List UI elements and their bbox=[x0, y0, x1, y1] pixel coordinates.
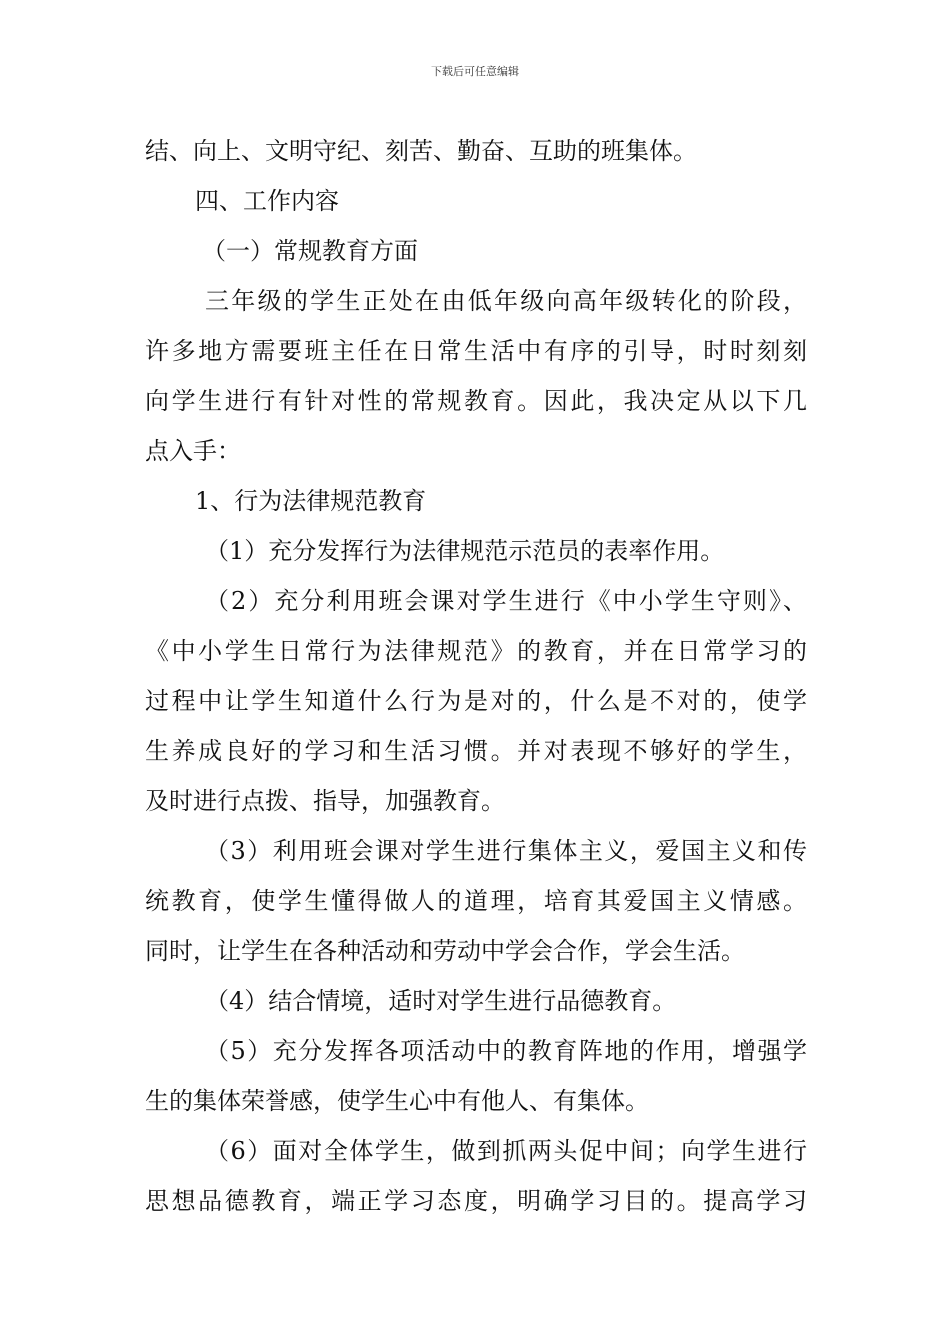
text-line: （6）面对全体学生，做到抓两头促中间；向学生进行 bbox=[205, 1137, 807, 1165]
text-line: （3）利用班会课对学生进行集体主义，爱国主义和传 bbox=[205, 837, 807, 865]
text-line: （4）结合情境，适时对学生进行品德教育。 bbox=[205, 987, 677, 1015]
text-line: 统教育，使学生懂得做人的道理，培育其爱国主义情感。 bbox=[145, 887, 807, 915]
text-line: 向学生进行有针对性的常规教育。因此，我决定从以下几 bbox=[145, 387, 807, 415]
text-line: 许多地方需要班主任在日常生活中有序的引导，时时刻刻 bbox=[145, 337, 807, 365]
item-heading: 1、行为法律规范教育 bbox=[195, 487, 427, 515]
section-heading: 四、工作内容 bbox=[195, 187, 339, 215]
text-line: （1）充分发挥行为法律规范示范员的表率作用。 bbox=[205, 537, 725, 565]
text-line: 结、向上、文明守纪、刻苦、勤奋、互助的班集体。 bbox=[145, 137, 697, 165]
text-line: 及时进行点拨、指导，加强教育。 bbox=[145, 787, 505, 815]
text-line: 思想品德教育，端正学习态度，明确学习目的。提高学习 bbox=[145, 1187, 807, 1215]
text-line: 过程中让学生知道什么行为是对的，什么是不对的，使学 bbox=[145, 687, 807, 715]
text-line: 生的集体荣誉感，使学生心中有他人、有集体。 bbox=[145, 1087, 649, 1115]
text-line: （5）充分发挥各项活动中的教育阵地的作用，增强学 bbox=[205, 1037, 807, 1065]
text-line: 生养成良好的学习和生活习惯。并对表现不够好的学生， bbox=[145, 737, 807, 765]
text-line: 三年级的学生正处在由低年级向高年级转化的阶段， bbox=[205, 287, 807, 315]
text-line: 点入手： bbox=[145, 437, 241, 465]
document-body bbox=[145, 126, 807, 1226]
subsection-heading: （一）常规教育方面 bbox=[202, 237, 418, 265]
page-header: 下载后可任意编辑 bbox=[431, 65, 519, 78]
text-line: （2）充分利用班会课对学生进行《中小学生守则》、 bbox=[205, 587, 807, 615]
text-line: 《中小学生日常行为法律规范》的教育，并在日常学习的 bbox=[145, 637, 807, 665]
text-line: 同时，让学生在各种活动和劳动中学会合作，学会生活。 bbox=[145, 937, 745, 965]
